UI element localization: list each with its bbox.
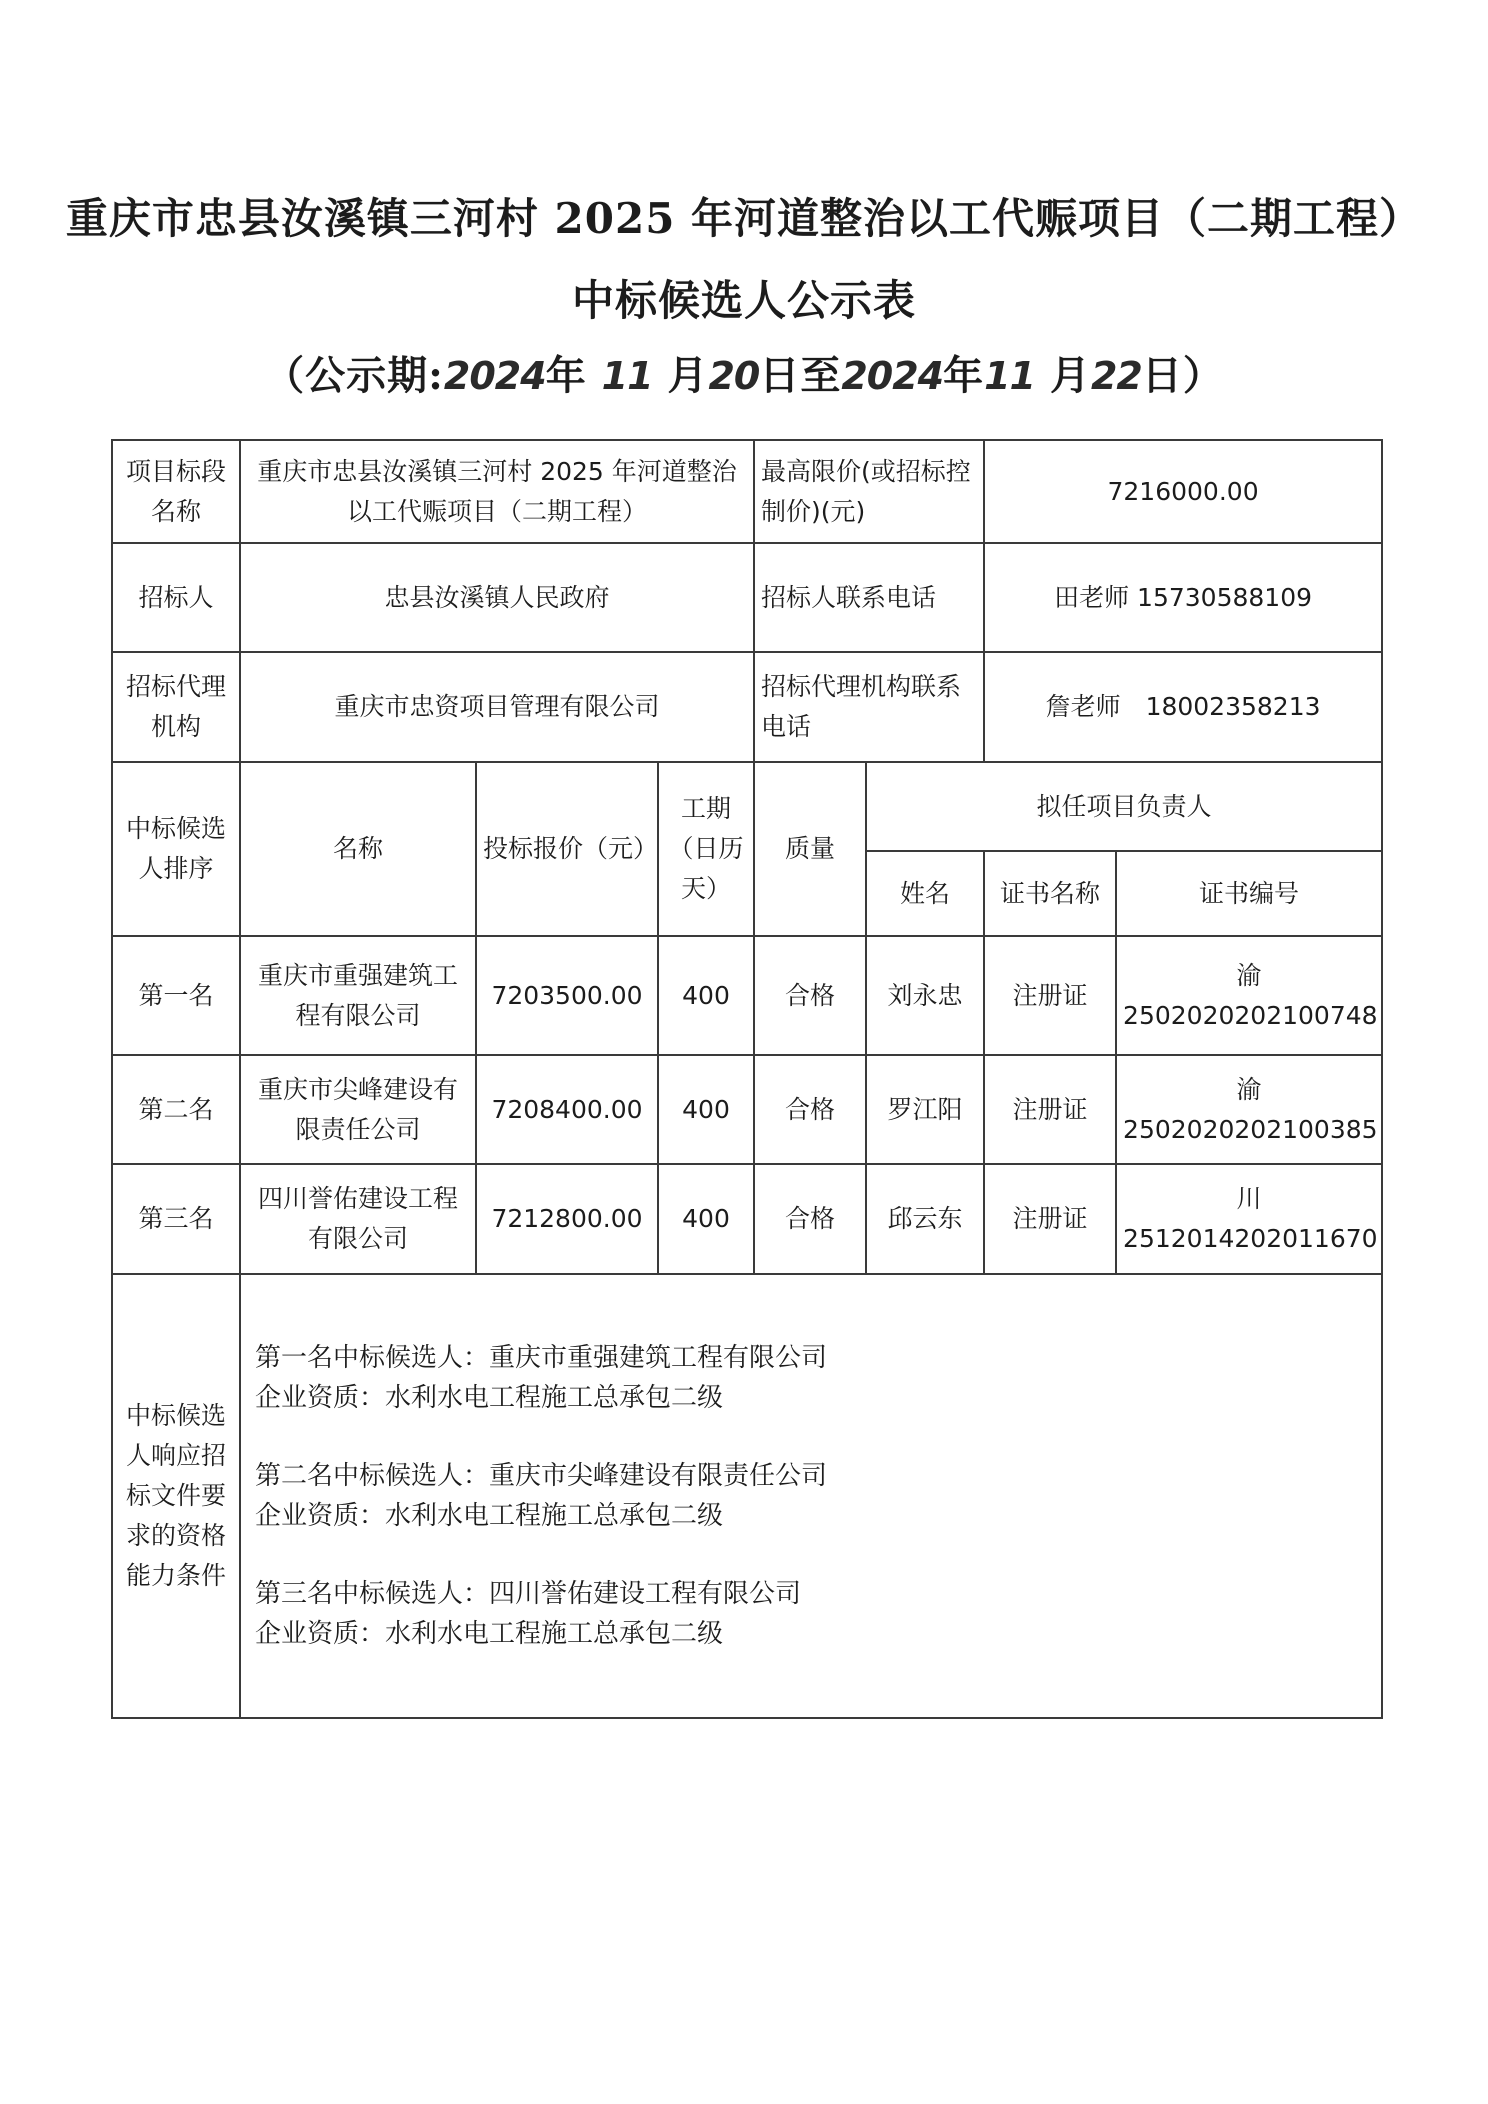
- candidate-quality: 合格: [754, 1164, 866, 1274]
- max-price-value: 7216000.00: [984, 440, 1382, 543]
- header-rank: 中标候选人排序: [112, 762, 240, 936]
- candidate-price: 7208400.00: [476, 1055, 658, 1164]
- qualification-item: [255, 1338, 1375, 1418]
- tenderer-phone-label: 招标人联系电话: [754, 543, 984, 652]
- max-price-label: 最高限价(或招标控制价)(元): [754, 440, 984, 543]
- candidate-person: 刘永忠: [866, 936, 984, 1055]
- qualification-candidate: 第三名中标候选人：四川誉佑建设工程有限公司: [255, 1579, 802, 1609]
- qualification-grade: 企业资质：水利水电工程施工总承包二级: [255, 1619, 724, 1649]
- candidate-name: 重庆市重强建筑工程有限公司: [240, 936, 476, 1055]
- candidate-quality: 合格: [754, 936, 866, 1055]
- publicity-period: [0, 344, 1488, 401]
- qualification-content: [240, 1274, 1382, 1718]
- candidate-quality: 合格: [754, 1055, 866, 1164]
- tenderer-label: 招标人: [112, 543, 240, 652]
- candidate-days: 400: [658, 936, 754, 1055]
- period-open: （公示期:: [264, 352, 444, 399]
- header-manager: 拟任项目负责人: [866, 762, 1382, 851]
- project-label: 项目标段名称: [112, 440, 240, 543]
- qualification-candidate: 第二名中标候选人：重庆市尖峰建设有限责任公司: [255, 1461, 828, 1491]
- candidate-cert-name: 注册证: [984, 1164, 1116, 1274]
- candidate-cert-no: 渝 2502020202100385: [1116, 1055, 1382, 1164]
- candidate-cert-name: 注册证: [984, 1055, 1116, 1164]
- header-price: 投标报价（元）: [476, 762, 658, 936]
- candidate-cert-no: 川 2512014202011670: [1116, 1164, 1382, 1274]
- project-name: 重庆市忠县汝溪镇三河村 2025 年河道整治以工代赈项目（二期工程）: [240, 440, 754, 543]
- period-end-year: 2024: [841, 354, 944, 398]
- header-name: 名称: [240, 762, 476, 936]
- qualification-grade: 企业资质：水利水电工程施工总承包二级: [255, 1383, 724, 1413]
- candidate-days: 400: [658, 1055, 754, 1164]
- candidate-name: 重庆市尖峰建设有限责任公司: [240, 1055, 476, 1164]
- candidate-price: 7212800.00: [476, 1164, 658, 1274]
- candidate-person: 邱云东: [866, 1164, 984, 1274]
- document-title: 重庆市忠县汝溪镇三河村 2025 年河道整治以工代赈项目（二期工程）: [65, 194, 1423, 243]
- candidate-table: [111, 439, 1383, 1719]
- candidate-days: 400: [658, 1164, 754, 1274]
- period-yue-1: 月: [667, 352, 709, 399]
- period-nian-1: 年: [545, 352, 587, 399]
- period-ri-zhi: 日至: [759, 352, 842, 399]
- qualification-item: [255, 1456, 1375, 1536]
- period-yue-2: 月: [1049, 352, 1091, 399]
- qualification-item: [255, 1574, 1375, 1654]
- candidate-name: 四川誉佑建设工程有限公司: [240, 1164, 476, 1274]
- period-close: 日）: [1141, 352, 1224, 399]
- agency-label: 招标代理机构: [112, 652, 240, 762]
- qualification-grade: 企业资质：水利水电工程施工总承包二级: [255, 1501, 724, 1531]
- tenderer-phone: 田老师 15730588109: [984, 543, 1382, 652]
- table-row: [112, 1164, 1382, 1274]
- candidate-rank: 第一名: [112, 936, 240, 1055]
- tenderer-name: 忠县汝溪镇人民政府: [240, 543, 754, 652]
- period-end-day: 22: [1090, 354, 1142, 398]
- period-end-month: 11: [984, 354, 1035, 398]
- header-cert-no: 证书编号: [1116, 851, 1382, 936]
- period-start-month: 11: [601, 354, 653, 398]
- header-cert-name: 证书名称: [984, 851, 1116, 936]
- candidate-cert-no: 渝 2502020202100748: [1116, 936, 1382, 1055]
- candidate-rank: 第三名: [112, 1164, 240, 1274]
- period-start-year: 2024: [443, 354, 546, 398]
- period-start-day: 20: [708, 354, 760, 398]
- period-nian-2: 年: [943, 352, 985, 399]
- document-subtitle: 中标候选人公示表: [571, 276, 916, 325]
- agency-name: 重庆市忠资项目管理有限公司: [240, 652, 754, 762]
- qualification-candidate: 第一名中标候选人：重庆市重强建筑工程有限公司: [255, 1343, 828, 1373]
- agency-phone: 詹老师 18002358213: [984, 652, 1382, 762]
- header-person: 姓名: [866, 851, 984, 936]
- candidate-cert-name: 注册证: [984, 936, 1116, 1055]
- candidate-rank: 第二名: [112, 1055, 240, 1164]
- table-row: [112, 1055, 1382, 1164]
- table-row: [112, 936, 1382, 1055]
- candidate-person: 罗江阳: [866, 1055, 984, 1164]
- qualification-label: 中标候选人响应招标文件要求的资格能力条件: [112, 1274, 240, 1718]
- header-period: 工期（日历天）: [658, 762, 754, 936]
- agency-phone-label: 招标代理机构联系电话: [754, 652, 984, 762]
- header-quality: 质量: [754, 762, 866, 936]
- candidate-price: 7203500.00: [476, 936, 658, 1055]
